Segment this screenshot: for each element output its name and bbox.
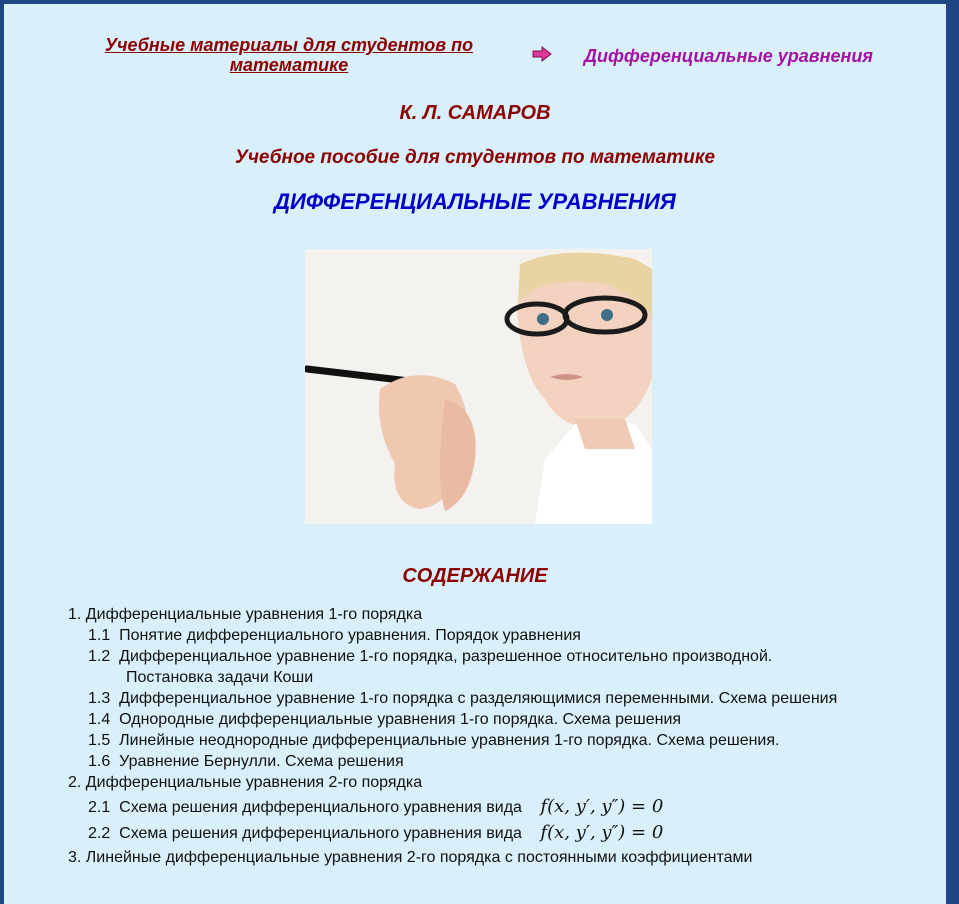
toc-item-text: Схема решения дифференциального уравнения вида — [119, 799, 522, 816]
toc-item-number: 2.1 — [88, 799, 111, 816]
toc-item-text: Понятие дифференциального уравнения. Порядок уравнения — [119, 627, 581, 644]
toc-item-text: Однородные дифференциальные уравнения 1-го порядка. Схема решения — [119, 711, 682, 728]
toc-item-text: Дифференциальные уравнения 2-го порядка — [85, 774, 423, 791]
toc-item-continuation[interactable] — [126, 667, 313, 688]
toc-item-number: 1.1 — [88, 627, 111, 644]
toc-item-number: 1.3 — [88, 690, 111, 707]
student-photo — [305, 249, 652, 524]
toc-item-formula: f(x, y′, y″) = 0 — [540, 822, 664, 843]
toc-heading: СОДЕРЖАНИЕ — [402, 565, 548, 587]
page-title: ДИФФЕРЕНЦИАЛЬНЫЕ УРАВНЕНИЯ — [274, 189, 676, 214]
toc-item-text: Дифференциальное уравнение 1-го порядка, разрешенное относительно производной. — [119, 648, 773, 665]
toc-item-text: Схема решения дифференциального уравнения вида — [119, 825, 522, 842]
toc-item-formula: f(x, y′, y″) = 0 — [540, 796, 664, 817]
toc-item[interactable] — [88, 751, 404, 772]
toc-item-text: Линейные дифференциальные уравнения 2-го порядка с постоянными коэффициентами — [85, 849, 753, 866]
toc-item-number: 2. — [68, 774, 82, 791]
toc-item[interactable] — [68, 772, 422, 793]
toc-item-text: Уравнение Бернулли. Схема решения — [119, 753, 404, 770]
page-subtitle: Учебное пособие для студентов по математике — [234, 147, 716, 168]
arrow-right-icon — [532, 46, 552, 62]
toc-item-number: 1.4 — [88, 711, 111, 728]
toc-item[interactable] — [88, 796, 663, 818]
toc-item[interactable] — [88, 688, 837, 709]
toc-item-number: 1.6 — [88, 753, 111, 770]
toc-item-text: Постановка задачи Коши — [126, 669, 314, 686]
toc-item[interactable] — [68, 604, 422, 625]
parent-section-link[interactable]: Учебные материалы для студентов по математике — [104, 35, 474, 75]
toc-item-number: 1.5 — [88, 732, 111, 749]
toc-item-text: Дифференциальное уравнение 1-го порядка с разделяющимися переменными. Схема решения — [119, 690, 838, 707]
toc-item[interactable] — [68, 847, 752, 868]
toc-item[interactable] — [88, 646, 772, 667]
page-frame — [4, 4, 946, 904]
toc-item-number: 1.2 — [88, 648, 111, 665]
toc-item[interactable] — [88, 730, 779, 751]
toc-item-text: Линейные неоднородные дифференциальные уравнения 1-го порядка. Схема решения. — [119, 732, 780, 749]
toc-item[interactable] — [88, 822, 663, 844]
toc-item-number: 2.2 — [88, 825, 111, 842]
current-page-label: Дифференциальные уравнения — [584, 46, 873, 66]
toc-item-text: Дифференциальные уравнения 1-го порядка — [85, 606, 423, 623]
author-name: К. Л. САМАРОВ — [399, 102, 551, 124]
toc-item-number: 1. — [68, 606, 82, 623]
toc-item[interactable] — [88, 709, 681, 730]
toc-item-number: 3. — [68, 849, 82, 866]
toc-item[interactable] — [88, 625, 581, 646]
